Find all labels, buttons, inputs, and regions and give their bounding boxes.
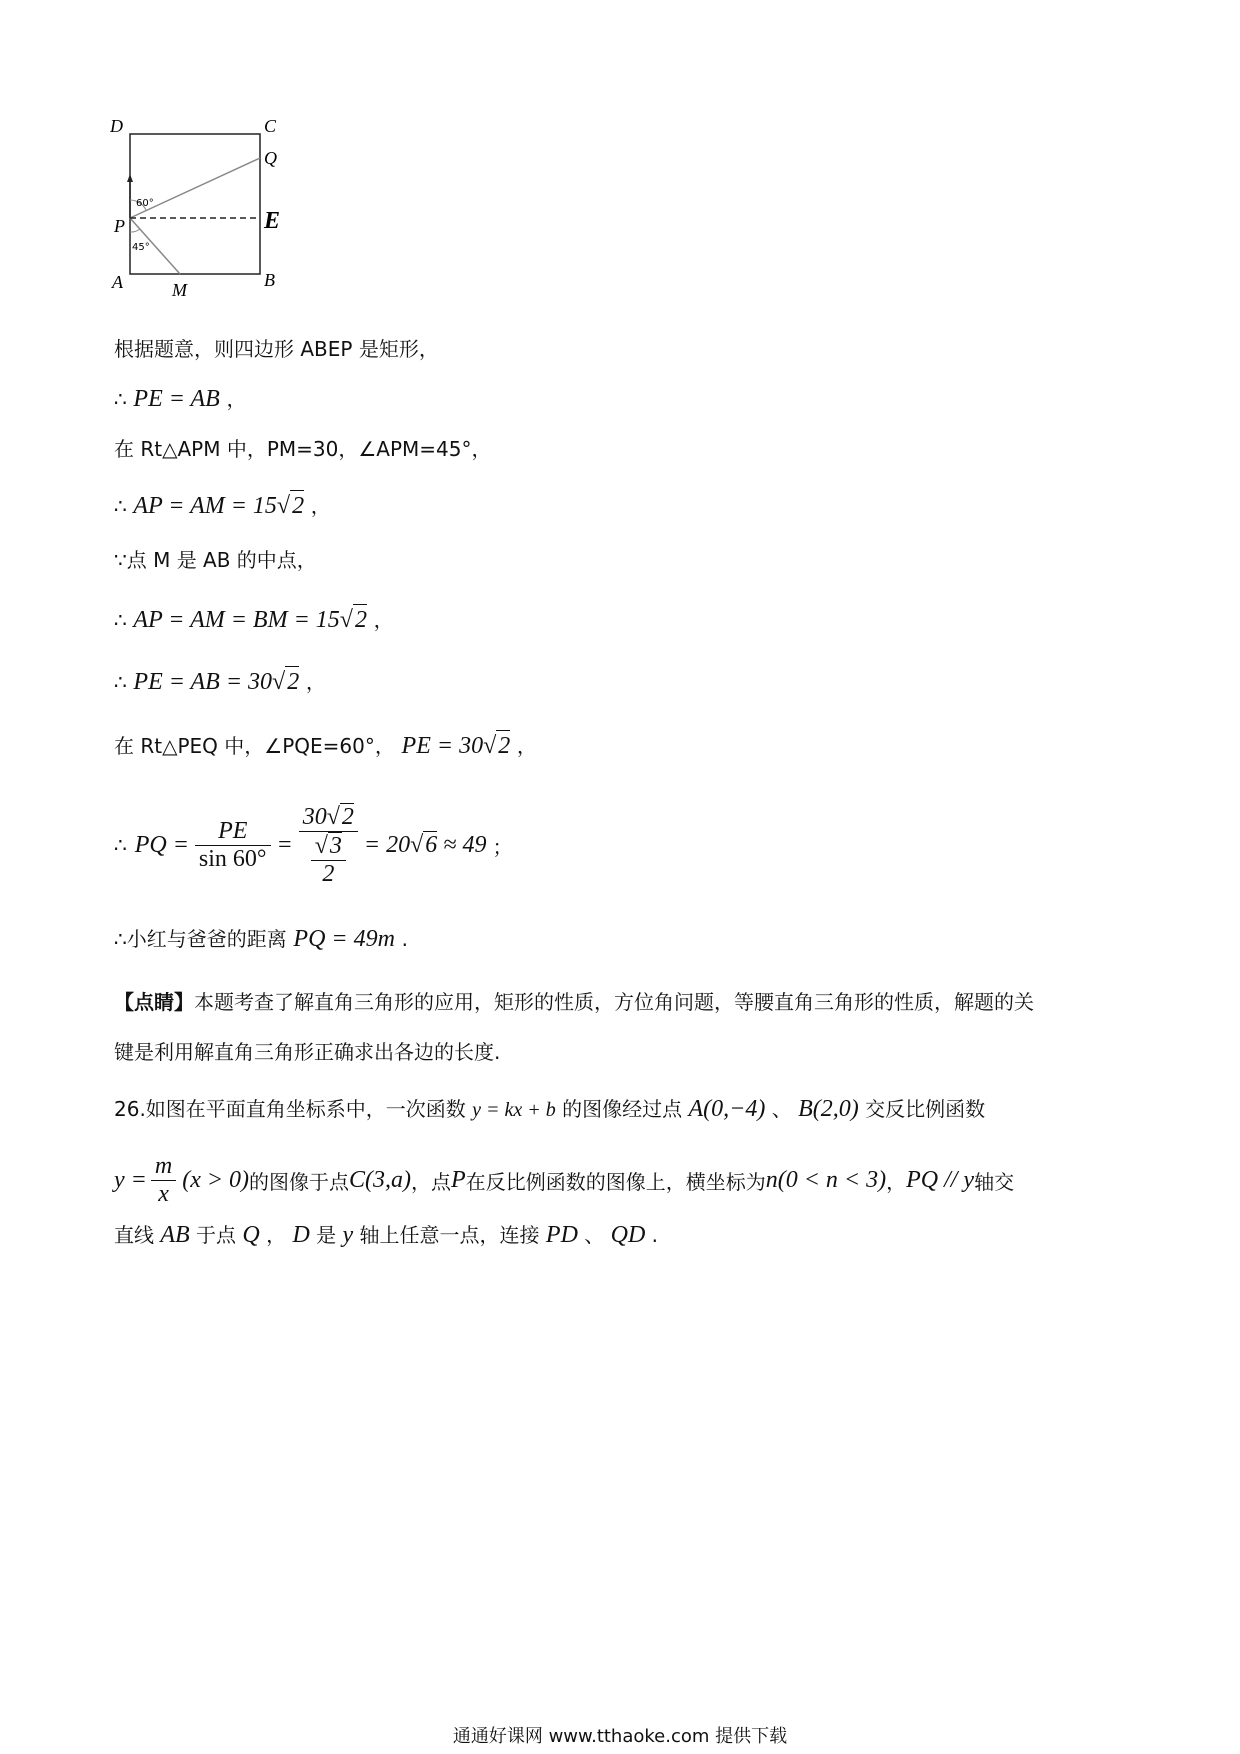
text: 于点 xyxy=(196,1223,237,1247)
text: ， xyxy=(886,1169,907,1194)
sqrt-radicand: 2 xyxy=(496,730,510,761)
line-pq xyxy=(130,158,260,218)
punctuation: . xyxy=(401,927,408,951)
text: 26.如图在平面直角坐标系中，一次函数 xyxy=(114,1097,466,1121)
nested-fraction xyxy=(311,832,346,888)
text: 的图像经过点 xyxy=(562,1097,683,1121)
fraction-pe-sin60 xyxy=(195,818,271,873)
label-p: P xyxy=(114,216,125,236)
label-e: E xyxy=(264,208,281,234)
math: n(0 < n < 3) xyxy=(765,1166,887,1193)
punctuation: ， xyxy=(305,670,326,694)
solution-line-1: 根据题意，则四边形 ABEP 是矩形， xyxy=(114,337,439,361)
fraction-m-x xyxy=(151,1153,176,1208)
comment-line-1 xyxy=(114,987,1034,1017)
sqrt-radicand: 3 xyxy=(329,832,342,859)
punctuation: ， xyxy=(226,387,247,411)
punctuation: ， xyxy=(310,494,331,518)
text: 、 xyxy=(584,1223,605,1247)
text: . xyxy=(651,1223,659,1247)
fraction-denominator: sin 60° xyxy=(198,845,267,872)
solution-line-10 xyxy=(114,924,408,954)
problem26-line-2 xyxy=(114,1145,1014,1215)
fraction-denominator xyxy=(299,832,358,888)
solution-line-6: ∴ AP = AM = BM = 15√2 ， xyxy=(114,604,394,635)
approximation: ≈ 49 xyxy=(443,831,487,858)
text: 直线 xyxy=(114,1223,154,1247)
math: y = kx + b xyxy=(472,1099,556,1121)
punctuation: ； xyxy=(492,834,513,859)
equation: PE = AB xyxy=(133,386,220,412)
punctuation: ， xyxy=(516,734,537,758)
label-c: C xyxy=(264,118,277,136)
sqrt-radicand: 2 xyxy=(290,490,304,521)
text: 、 xyxy=(771,1097,792,1121)
label-q: Q xyxy=(264,148,277,168)
angle-label-60: 60° xyxy=(136,198,154,209)
nested-numerator: √3 xyxy=(311,832,346,861)
sqrt-radicand: 2 xyxy=(285,666,299,697)
text: ∴小红与爸爸的距离 xyxy=(114,927,287,951)
fraction-denominator: x xyxy=(158,1180,169,1207)
text: 的图像于点 xyxy=(249,1169,350,1194)
solution-line-4: ∴ AP = AM = 15√2 ， xyxy=(114,490,331,521)
geometry-figure xyxy=(110,118,290,308)
north-arrow-head xyxy=(127,174,133,182)
math: P xyxy=(451,1166,466,1193)
equation: PE = AB = 30 xyxy=(133,669,273,695)
fraction-numerator: m xyxy=(151,1153,176,1181)
fraction-numerator: 30√2 xyxy=(299,803,358,832)
solution-line-7: ∴ PE = AB = 30√2 ， xyxy=(114,666,326,697)
label-m: M xyxy=(172,280,187,300)
therefore-symbol: ∴ xyxy=(114,670,127,694)
math: y xyxy=(342,1222,354,1248)
angle-arc-bottom xyxy=(130,229,140,232)
equation: PE = 30 xyxy=(401,733,484,759)
math: A(0,−4) xyxy=(688,1096,766,1122)
text: 交反比例函数 xyxy=(865,1097,986,1121)
math: C(3,a) xyxy=(349,1166,412,1193)
text: 轴交 xyxy=(974,1169,1015,1194)
math: PD xyxy=(545,1222,578,1248)
page-footer: 通通好课网 www.tthaoke.com 提供下载 xyxy=(452,1726,788,1747)
punctuation: ， xyxy=(373,608,394,632)
text: 是 xyxy=(316,1223,337,1247)
therefore-symbol: ∴ xyxy=(114,387,127,411)
problem26-line-3 xyxy=(114,1220,658,1250)
sqrt-radicand: 6 xyxy=(425,832,438,858)
text: ， xyxy=(266,1223,287,1247)
equation: AP = AM = BM = 15 xyxy=(133,607,340,633)
comment-line-2: 键是利用解直角三角形正确求出各边的长度. xyxy=(114,1040,501,1064)
sqrt-radicand: 2 xyxy=(353,604,367,635)
sqrt-radicand: 2 xyxy=(341,803,354,830)
text: 轴上任意一点，连接 xyxy=(359,1223,540,1247)
solution-line-2 xyxy=(114,384,247,414)
therefore-symbol: ∴ xyxy=(114,608,127,632)
fraction-numerator: PE xyxy=(195,818,271,846)
equation: AP = AM = 15 xyxy=(133,493,277,519)
problem26-line-1 xyxy=(114,1094,985,1125)
angle-label-45: 45° xyxy=(132,242,150,253)
therefore-symbol: ∴ xyxy=(114,833,127,857)
result: = 20 xyxy=(363,831,411,858)
math: QD xyxy=(610,1222,646,1248)
comment-tag: 【点睛】 xyxy=(114,990,194,1014)
label-a: A xyxy=(112,272,123,292)
math: PQ // y xyxy=(906,1166,975,1193)
equals: = xyxy=(276,831,293,858)
label-b: B xyxy=(264,270,275,290)
fraction-value xyxy=(299,803,358,888)
therefore-symbol: ∴ xyxy=(114,494,127,518)
math: y = xyxy=(114,1166,147,1193)
text: ，点 xyxy=(411,1169,452,1194)
solution-line-5: ∵点 M 是 AB 的中点， xyxy=(114,548,317,572)
equation: PQ = 49m xyxy=(293,926,395,952)
lhs: PQ = xyxy=(134,831,189,858)
solution-line-8: 在 Rt△PEQ 中，∠PQE=60°， PE = 30√2 ， xyxy=(114,730,537,761)
math: (x > 0) xyxy=(182,1166,250,1193)
comment-text: 本题考查了解直角三角形的应用，矩形的性质，方位角问题，等腰直角三角形的性质，解题的关 xyxy=(194,990,1034,1014)
nested-denominator: 2 xyxy=(322,860,335,887)
text: 在反比例函数的图像上，横坐标为 xyxy=(465,1169,766,1194)
math: AB xyxy=(160,1222,190,1248)
solution-line-9: ∴ PQ = $\frac{PE}{\sin 60^\circ}$ = $\frac{30√2}{\frac{√3}{2}}$ = 20 √ 6 ≈ 49 ； xyxy=(114,803,513,887)
solution-line-3: 在 Rt△APM 中，PM=30，∠APM=45°， xyxy=(114,437,492,461)
label-d: D xyxy=(110,118,123,136)
math: Q xyxy=(242,1222,260,1248)
text: 在 Rt△PEQ 中，∠PQE=60°， xyxy=(114,734,395,758)
numerator-coefficient: 30 xyxy=(302,803,327,830)
math: D xyxy=(292,1222,310,1248)
math: B(2,0) xyxy=(798,1096,859,1122)
